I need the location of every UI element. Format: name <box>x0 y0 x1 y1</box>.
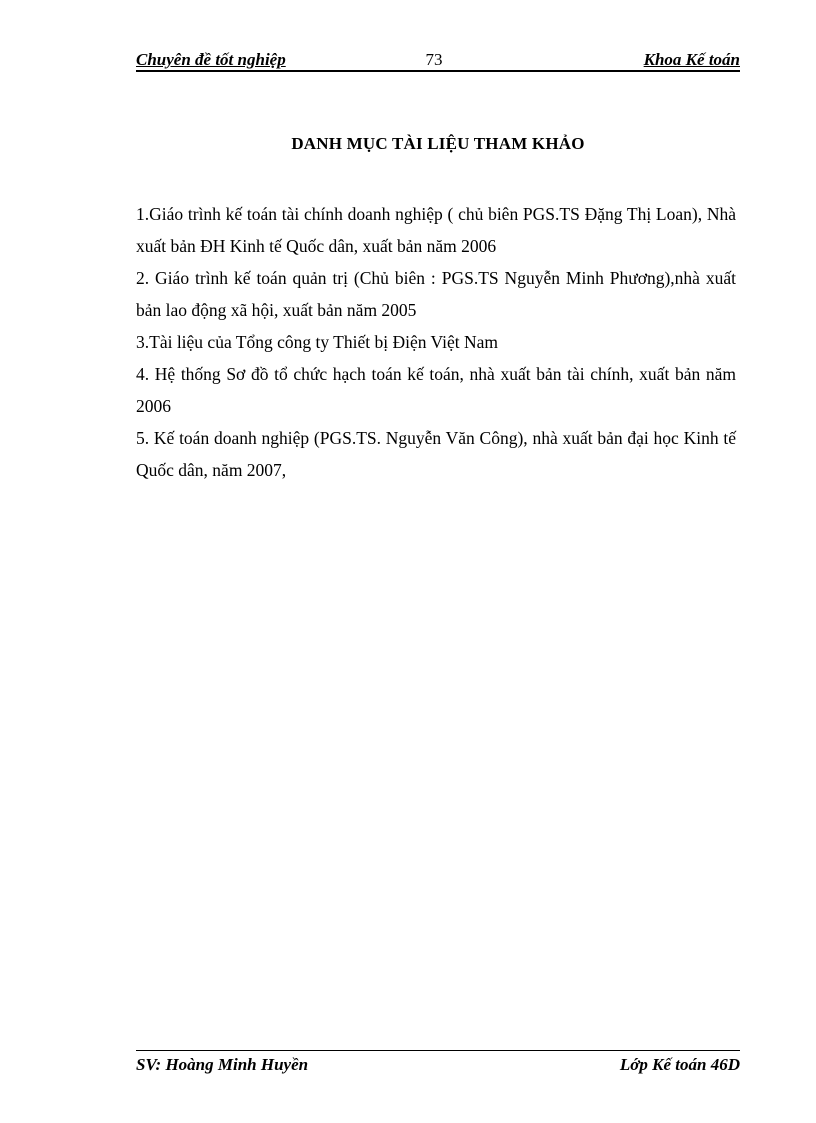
reference-item: 1.Giáo trình kế toán tài chính doanh nghiệp ( chủ biên PGS.TS Đặng Thị Loan), Nhà xuất bản ĐH Kinh tế Quốc dân, xuất bản năm 2006 <box>136 204 736 256</box>
footer-class-name: Lớp Kế toán 46D <box>619 1055 740 1074</box>
reference-item: 4. Hệ thống Sơ đồ tổ chức hạch toán kế toán, nhà xuất bản tài chính, xuất bản năm 2006 <box>136 364 736 416</box>
reference-item: 5. Kế toán doanh nghiệp (PGS.TS. Nguyễn Văn Công), nhà xuất bản đại học Kinh tế Quốc dân, năm 2007, <box>136 428 736 480</box>
page-number: 73 <box>425 50 443 69</box>
reference-list <box>136 198 736 486</box>
page-footer <box>136 1050 740 1075</box>
page-header <box>136 48 740 72</box>
reference-item: 3.Tài liệu của Tổng công ty Thiết bị Điện Việt Nam <box>136 332 498 352</box>
header-thesis-label: Chuyên đề tốt nghiệp <box>136 50 286 69</box>
page-title: DANH MỤC TÀI LIỆU THAM KHẢO <box>291 134 585 153</box>
footer-student-name: SV: Hoàng Minh Huyền <box>136 1055 309 1074</box>
reference-item: 2. Giáo trình kế toán quản trị (Chủ biên : PGS.TS Nguyễn Minh Phương),nhà xuất bản lao động xã hội, xuất bản năm 2005 <box>136 268 736 320</box>
header-department: Khoa Kế toán <box>643 50 740 69</box>
